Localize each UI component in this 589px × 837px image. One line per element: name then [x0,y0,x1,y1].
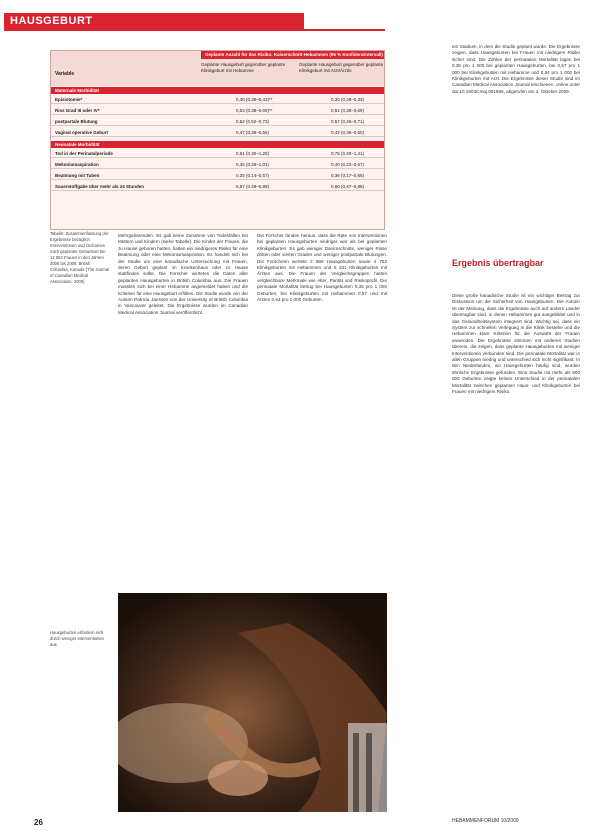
birth-photo [118,593,387,812]
row-value: 0,30 (0,28–0,33) [331,97,365,102]
row-label: Riss Grad III oder IV* [55,108,100,113]
row-value: 0,47 (0,39–0,56) [236,130,270,135]
table-row [51,95,384,104]
table-col2-header: Geplante Hausgeburt gegenüber geplante Klinikgeburt mit Arzt/Ärztin [299,62,384,73]
table-head [51,51,384,86]
row-label: Episiotomie* [55,97,83,102]
row-value: 0,80 (0,47–0,85) [331,184,365,189]
row-value: 0,45 (0,28–1,01) [236,162,270,167]
row-value: 0,57 (0,45–0,71) [331,119,365,124]
section-title: HAUSGEBURT [10,15,93,27]
row-value: 0,75 (0,40–1,41) [331,151,365,156]
header-bar [0,0,589,34]
subheading: Ergebnis übertragbar [452,258,544,268]
photo-image [118,593,387,812]
row-label: Sauerstoffgabe über mehr als 24 Stunden [55,184,145,189]
body-column-4-bottom: Diese große kanadische Studie ist ein wichtiger Beitrag zur Diskussion um die Sicherheit von Hausgeburten. Die Autorin ist der Meinung, dass die Ergebnisse auch auf andere Länder übertragbar sind, in denen Hebammen gut ausgebildet und in das Gesundheitssystem integriert sind. Wichtig sei, dass ein System zur schnellen Verlegung in die Klinik bestehe und die Hebammen klare Kriterien für die Auswahl der Frauen anwenden. Die Ergebnisse stimmen mit anderen Studien überein, die zeigen, dass geplante Hausgeburten mit weniger Interventionen verbunden sind. Die perinatale Mortalität war in allen Gruppen niedrig und unterschied sich nicht signifikant. In den Niederlanden, wo Hausgeburten häufig sind, wurden ähnliche Ergebnisse gefunden. Eine Studie mit mehr als 500 000 Geburten zeigte keinen Unterschied in der perinatalen Mortalität zwischen geplanten Haus- und Klinikgeburten bei Frauen mit niedrigem Risiko. [452,293,580,395]
results-table [50,50,385,230]
table-group-header: Geplante Anzahl für das Risiko: Kaiserschnitt-Hebammen (95 % Konfidenzintervall) [201,51,384,59]
table-section-maternal: Maternale Morbidität [51,87,384,94]
table-row [51,149,384,158]
row-value: 0,36 (0,17–0,65) [331,173,365,178]
table-col1-header: Geplante Hausgeburt gegenüber geplante Klinikgeburt mit Hebamme [201,62,286,73]
table-row [51,128,384,137]
header-rule [4,29,385,31]
table-row [51,160,384,169]
row-value: 0,51 (0,38–0,69) [331,108,365,113]
row-value: 0,40 (0,23–0,67) [331,162,365,167]
photo-caption: Hausgeburten erfordern sich durch weniger Interventionen aus [50,630,105,647]
row-value: 0,40 (0,38–0,43)** [236,97,273,102]
table-row [51,117,384,126]
row-label: Tod in der Perinatalperiode [55,151,113,156]
row-value: 0,61 (0,30–1,25) [236,151,270,156]
table-row [51,171,384,180]
row-value: 0,67 (0,49–0,89) [236,184,270,189]
body-column-4-top: ein Stadium, in dem die Studie geplant wurde. Die Ergebnisse zeigen, dass Hausgeburten bei Frauen mit niedrigem Risiko sicher sind. Die Zahlen der perinatalen Mortalität lagen bei 0,35 pro 1 000 bei geplanten Hausgeburten, bei 0,57 pro 1 000 bei Klinikgeburten mit Hebamme und 0,64 pro 1 000 bei Klinikgeburten mit Arzt. Die Ergebnisse dieser Studie sind im Canadian Medical Association Journal erschienen, online unter doi:10.1503/cmaj.081869, abgerufen am 4. Oktober 2009. [452,44,580,94]
header-title-box [4,13,304,29]
row-label: postpartale Blutung [55,119,98,124]
row-value: 0,62 (0,52–0,73) [236,119,270,124]
row-value: 0,25 (0,14–0,57) [236,173,270,178]
body-column-3: Die Forscher fanden heraus, dass die Rate von Interventionen bei geplanten Hausgeburten niedriger war als bei geplanten Klinikgeburten. Es gab weniger Dammschnitte, weniger Risse dritten oder vierten Grades und weniger postpartale Blutungen. Die Forscherin wertete 2 889 Hausgeburten sowie 4 752 Klinikgeburten mit Hebammen und 5 331 Klinikgeburten mit Ärzten aus. Die Frauen der Vergleichsgruppen hatten vergleichbare Merkmale wie Alter, Parität und Risikoprofil. Die perinatale Mortalität betrug bei Hausgeburten 0,35 pro 1 000 Geburten, bei Klinikgeburten mit Hebammen 0,57 und mit Ärzten 0,64 pro 1 000 Geburten. [257,233,387,303]
body-column-2: Mehrgebärenden. Es gab keine Zunahme von Todesfällen bei Müttern und Kindern (siehe Tabelle). Die Kinder der Frauen, die zu Hause geboren hatten, hatten ein niedrigeres Risiko für eine Beatmung oder eine Mekoniumaspiration. Es handelt sich bei der Studie um eine kanadische Untersuchung mit Frauen, deren Geburt geplant im Krankenhaus oder zu Hause stattfinden sollte. Die Forscher werteten die Daten aller geplanten Hausgeburten in British Columbia aus. Die Frauen mussten sich bei einer Hebamme angemeldet haben und die Kriterien für eine Hausgeburt erfüllen. Die Studie wurde von der Autorin Patricia Janssen von der University of British Columbia in Vancouver geleitet. Die Ergebnisse wurden im Canadian Medical Association Journal veröffentlicht. [118,233,248,315]
page-number: 26 [34,818,43,827]
table-caption: Tabelle: Zusammenfassung der Ergebnisse bezüglich Interventionen und Outcomes nach geplanter Geburtsort bei 12 882 Frauen in den Jahren 2006 bis 2009, British Columbia, Kanada (The Journal of Canadian Medical Association, 2009) [50,231,110,284]
row-value: 0,53 (0,38–0,69)** [236,108,273,113]
table-row [51,182,384,191]
table-section-neonatal: Neonatale Morbidität [51,141,384,148]
row-label: Mekoniumaspiration [55,162,99,167]
table-variable-label: Variable [55,71,75,77]
table-row [51,106,384,115]
footer-magazine: HEBAMMENFORUM 10/2009 [452,818,519,824]
row-value: 0,42 (0,36–0,50) [331,130,365,135]
row-label: Beatmung mit Tuben [55,173,100,178]
row-label: Vaginal operative Geburt [55,130,109,135]
